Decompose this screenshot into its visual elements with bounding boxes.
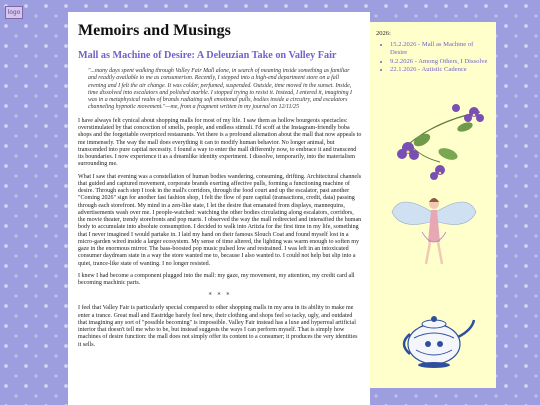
archive-entry[interactable]: • 22.1.2026 - Autistic Cadence xyxy=(390,66,490,74)
fairy-icon xyxy=(392,198,476,264)
post-paragraph-1: I have always felt cynical about shopping malls for most of my life. I saw them as hollow bourgeois spectacles: overstimulated by that concoction of smells, people, and endless stimuli. I'd scoff at the Instagram-friendly boba shops and the forgettable overpriced restaurants. Yet there is a profound alienation about the mall that now appeals to me immensely. The way the mall does everything it can to modify human behavior. No longer animal, but transcended into pure capital necessity. I found a way to enter the mall differently now, to embrace it and transcend its boundaries. I now experience it as a dreamlike identity experiment. I dissolve, temporarily, into the materialism surrounding me. xyxy=(78,117,362,168)
section-separator: * * * xyxy=(208,292,232,300)
post-epigraph: "...many days spent walking through Valley Fair Mall alone, in search of meaning inside something as familiar and readily available to me as consumerism. Recently, I stepped into a high-end department store on a fall evening and I felt the air change. It was colder, perfumed, suspended. Outside, time moved in the sunset. Inside, time dissolved into escalators and polished marble. I stopped trying to resist it. Instead, I entered it, imagining I was in a metaphysical realm of brands radiating soft emotional pulls, bodies inside a circuitry, and escalators channeling hypnotic movement."—me, from a fragment written in my journal on 12/11/25 xyxy=(88,68,352,111)
post-paragraph-2: What I saw that evening was a constellation of human bodies wandering, consuming, drifting. Architectural channels that guided and captured movement, corporate brands exerting affective pulls, forming a functioning machine of desire. Through each step I took in the mall's corridors, through the food court and up the escalator, past another "Coming 2026" sign for another fast fashion shop, I felt the flow of pure capital (transactions, credit, data) passing through each storefront. My mind in a zen-like state, I let the desire that emanated from displays, mannequins, advertisements wash over me. I people-watched: watching the other bodies circulating along escalators, corridors, the movie theater, trendy storefronts and pop marts. I observed the way the mall redirected and intensified the human body to accumulate into absolute consumption. I decided to walk into Aritzia for the first time in my life, something that I never imagined I would partake in. I laid my hand on their famous Slouch Coat and found myself lost in a micro-garden wired inside a larger ecosystem. My sense of time altered, the lighting was warm enough to soften my gaze in the enormous mirror. The bass-boosted pop music pulsed low and restrained. I was left in an intoxicated consumer daydream state in a way the store wanted me to, because I also wanted to. I could not help but slip into a quiet, trance-like state of wanting. I no longer resisted. xyxy=(78,173,362,267)
site-badge[interactable] xyxy=(5,6,23,19)
sidebar xyxy=(370,22,496,388)
teapot-icon xyxy=(404,316,474,368)
violet-flowers-icon xyxy=(397,104,484,180)
post-paragraph-4: I feel that Valley Fair is particularly special compared to other shopping malls in my area in its ability to make me enter a trance. Great mall and Eastridge barely feel new, their clothing and shops feel so tacky, ugly, and outdated that imagining any sort of "possible becoming" is impossible. Valley Fair instead has a luxe and hyperreal artificial interior that doesn't tell me who to be, but instead suggests the ways I can perform myself. That is simply how machines of desire function: the mall does not simply offer its content to a consumer; it produces the very identities it sells. xyxy=(78,305,358,348)
decorative-illustration xyxy=(370,82,496,382)
post-paragraph-3: I knew I had become a component plugged into the mall: my gaze, my movement, my attention, my credit card all becoming machinic parts. xyxy=(78,272,355,287)
main-content xyxy=(68,12,370,405)
post-title[interactable]: Mall as Machine of Desire: A Deleuzian Take on Valley Fair xyxy=(78,50,337,61)
blog-title: Memoirs and Musings xyxy=(78,22,231,39)
site-badge-label: logo xyxy=(7,9,21,16)
archive-list xyxy=(376,41,490,74)
archive-year: 2026: xyxy=(376,30,391,37)
archive-entry[interactable]: • 15.2.2026 - Mall as Machine of Desire xyxy=(390,41,490,57)
archive-entry[interactable]: • 9.2.2026 - Among Others, I Dissolve xyxy=(390,58,490,66)
